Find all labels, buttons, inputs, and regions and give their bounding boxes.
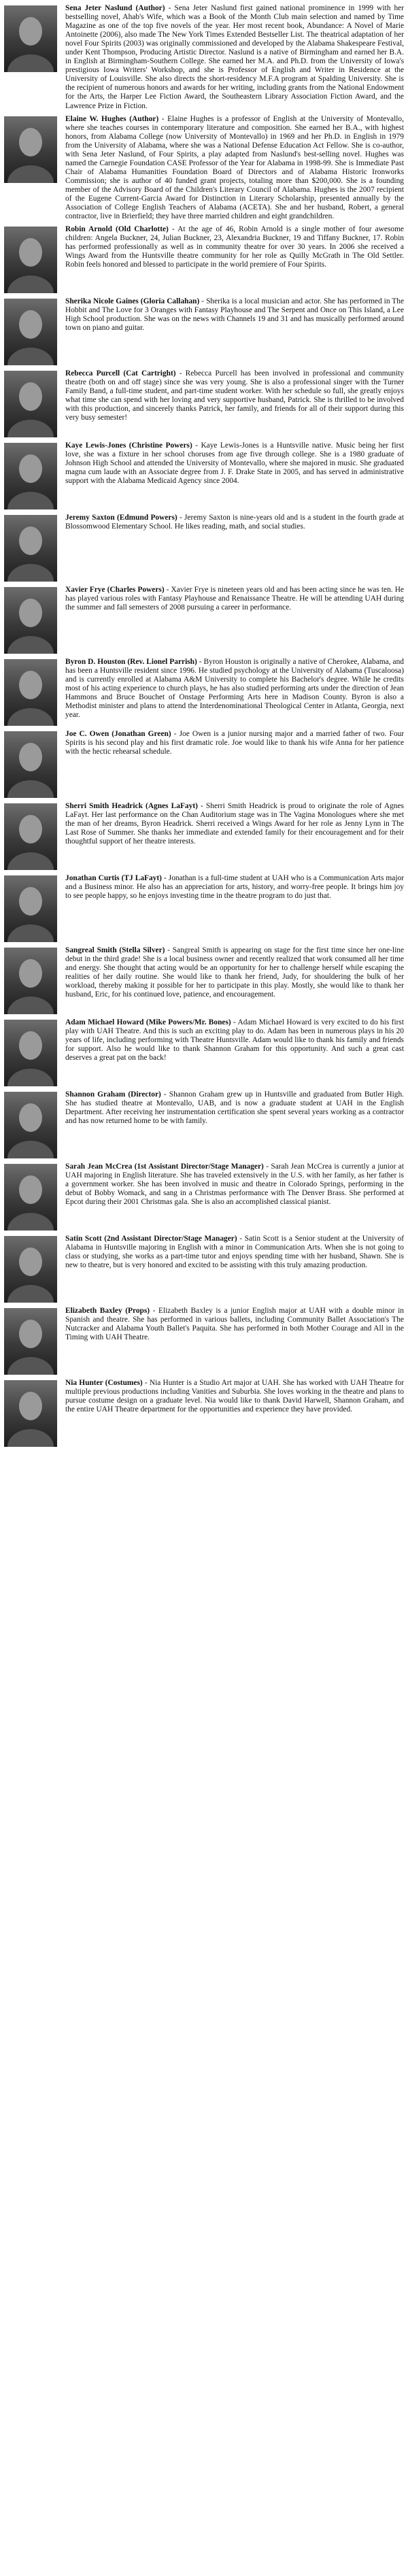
bio-name: Robin Arnold (Old Charlotte) [65, 225, 169, 234]
headshot-photo [4, 515, 57, 582]
bio-text: - Sherika is a local musician and actor. She has performed in The Hobbit and The Love for 3 Oranges with Fantasy Playhouse and The Serpent and Once on This Island, a Lee High School production. She was on the news with Channels 19 and 31 and has musically performed around town on piano and guitar. [65, 297, 404, 333]
headshot-photo [4, 1236, 57, 1303]
bio-name: Sarah Jean McCrea (1st Assistant Director/Stage Manager) [65, 1162, 264, 1171]
bio-text: - Sarah Jean McCrea is currently a junior at UAH majoring in English literature. She has traveled extensively in the U.S. with her family, as her father is a government worker. She has been involved in music and theatre in Colorado Springs, performing in the debut of Bobby Womack, and sang in a Christmas performance with The Denver Brass. She performed at Epcot during their 2001 Christmas gala. She is also an accomplished classical pianist. [65, 1162, 404, 1207]
headshot-photo [4, 587, 57, 654]
bio-entry [0, 441, 408, 509]
bio-text: - Jeremy Saxton is nine-years old and is a student in the fourth grade at Blossomwood Elementary School. He likes reading, math, and social studies. [65, 514, 405, 531]
bio-text: - Sherri Smith Headrick is proud to originate the role of Agnes LaFayt. Her last performance on the Chan Auditorium stage was in The Vagina Monologues where she met the man of her dreams, Byron Headrick. Sherri received a Wings Award for her role as Jenny Lynn in The Last Rose of Summer. She thanks her immediate and extended family for their encouragement and for their thoughtful support of her theatre interests. [65, 802, 404, 846]
headshot-photo [4, 443, 57, 509]
bio-text: - Satin Scott is a Senior student at the University of Alabama in Huntsville majoring in English with a minor in Communication Arts. When she is not going to class or studying, she works as a part-time tutor and enjoys spending time with her husband, Shawn. She is new to theatre, but is very honored and excited to be assisting with this truly amazing production. [65, 1235, 404, 1270]
bio-entry [0, 1307, 408, 1375]
bio-text: - Elaine Hughes is a professor of English at the University of Montevallo, where she teaches courses in contemporary literature and composition. She earned her B.A., with highest honors, from Alabama College (now University of Montevallo) in 1969 and her Ph.D. in English in 1979 from the University of Alabama, where she was a National Defense Education Act Fellow. She is co-author, with Sena Jeter Naslund, of Four Spirits, a play adapted from Naslund's best-selling novel. Hughes was named the Carnegie Foundation CASE Professor of the Year for Alabama in 1998-99. She is Immediate Past Chair of Alabama Humanities Foundation Board of Directors and of Alabama Historic Ironworks Commission; she is author of 40 funded grant projects, totaling more than $200,000. She is a founding member of the Advisory Board of the Children's Literary Council of Alabama. Hughes is the 2007 recipient of the Eugene Current-Garcia Award for Distinction in Literary Scholarship, presented annually by the Association of College English Teachers of Alabama (ACETA). She and her husband, Robert, a general contractor, live in Brierfield; they have three married children and eight grandchildren. [65, 114, 404, 221]
bio-entry [0, 225, 408, 293]
headshot-photo [4, 1020, 57, 1086]
headshot-photo [4, 1380, 57, 1447]
bio-name: Sherika Nicole Gaines (Gloria Callahan) [65, 297, 200, 306]
headshot-photo [4, 731, 57, 798]
bio-entry [0, 586, 408, 654]
headshot-photo [4, 299, 57, 365]
bio-text: - Rebecca Purcell has been involved in professional and community theatre (both on and off stage) since she was very young. She is also a professional singer with the Turner Family Band, a full-time student, and part-time student worker. With her schedule so full, she greatly enjoys what time she can spend with her loving and very supportive husband, Patrick. She is thrilled to be involved with this production, and sincerely thanks Patrick, her family, and friends for all of their support during this very busy semester! [65, 369, 404, 422]
bio-entry [0, 369, 408, 437]
headshot-photo [4, 5, 57, 72]
bio-name: Shannon Graham (Director) [65, 1090, 161, 1099]
headshot-photo [4, 371, 57, 437]
headshot-photo [4, 875, 57, 942]
bio-entry [0, 297, 408, 365]
bio-name: Jeremy Saxton (Edmund Powers) [65, 514, 177, 522]
bio-entry [0, 1018, 408, 1086]
bio-text: - Elizabeth Baxley is a junior English major at UAH with a double minor in Spanish and theatre. She has performed in various ballets, including Community Ballet Association's The Nutcracker and Alabama Youth Ballet's Paquita. She has performed in both Mother Courage and All in the Timing with UAH Theatre. [65, 1307, 405, 1342]
bio-name: Elaine W. Hughes (Author) [65, 114, 159, 123]
bio-entry [0, 1090, 408, 1158]
bio-name: Joe C. Owen (Jonathan Green) [65, 730, 171, 739]
bio-name: Byron D. Houston (Rev. Lionel Parrish) [65, 658, 197, 667]
bio-entry [0, 1162, 408, 1231]
bio-name: Elizabeth Baxley (Props) [65, 1307, 150, 1316]
bio-name: Nia Hunter (Costumes) [65, 1379, 143, 1388]
bio-text: - Xavier Frye is nineteen years old and has been acting since he was ten. He has played various roles with Fantasy Playhouse and Renaissance Theatre. He will be attending UAH during the summer and fall semesters of 2008 pursuing a career in performance. [65, 586, 404, 612]
bio-name: Jonathan Curtis (TJ LaFayt) [65, 874, 162, 883]
bio-name: Satin Scott (2nd Assistant Director/Stage Manager) [65, 1235, 237, 1243]
bio-name: Adam Michael Howard (Mike Powers/Mr. Bones) [65, 1018, 231, 1027]
bio-entry [0, 658, 408, 726]
bio-name: Sherri Smith Headrick (Agnes LaFayt) [65, 802, 198, 811]
bio-text: - Jonathan is a full-time student at UAH who is a Communication Arts major and a Business minor. He also has an appreciation for arts, history, and worry-free people. It brings him joy to see people happy, so he enjoys investing time in the theatre program to do just that. [65, 874, 404, 901]
bio-text: - Sangreal Smith is appearing on stage for the first time since her one-line debut in the third grade! She is a local business owner and recently realized that work consumed all her time and energy. She thought that acting would be an opportunity for her to challenge herself while escaping the realities of her daily routine. She would like to thank her friend, Judy, for shouldering the bulk of her workload, thereby making it possible for her to participate in this play. Mostly, she would like to thank her husband, Eric, for his continued love, patience, and encouragement. [65, 946, 404, 999]
bio-text: - Kaye Lewis-Jones is a Huntsville native. Music being her first love, she was a fixture in her school choruses from age five through college. She is a 1980 graduate of Johnson High School and attended the University of Montevallo, where she majored in music. She graduated magna cum laude with an Associate degree from J. F. Drake State in 2005, and has served in administrative support with the Alabama Medicaid Agency since 2004. [65, 441, 404, 486]
bio-entry [0, 730, 408, 798]
bio-text: - Joe Owen is a junior nursing major and a married father of two. Four Spirits is his second play and his first dramatic role. Joe would like to thank his wife Anna for her patience with the hectic rehearsal schedule. [65, 730, 404, 756]
bio-name: Rebecca Purcell (Cat Cartright) [65, 369, 176, 378]
bio-name: Kaye Lewis-Jones (Christine Powers) [65, 441, 192, 450]
headshot-photo [4, 803, 57, 870]
bio-name: Sena Jeter Naslund (Author) [65, 4, 165, 12]
bio-name: Sangreal Smith (Stella Silver) [65, 946, 165, 955]
bio-entry [0, 1379, 408, 1447]
bio-text: - Sena Jeter Naslund first gained national prominence in 1999 with her bestselling novel, Ahab's Wife, which was a Book of the Month Club main selection and named by Time Magazine as one of the top five novels of the year. Her most recent book, Abundance: A Novel of Marie Antoinette (2006), also made The New York Times Extended Bestseller List. The theatrical adaptation of her novel Four Spirits (2003) was originally commissioned and developed by the Alabama Shakespeare Festival, under Kent Thompson, Producing Artistic Director. Naslund is a native of Birmingham and earned her B.A. in English at Birmingham-Southern College. She earned her M.A. and Ph.D. from the University of Iowa's prestigious Iowa Writers' Workshop, and she is Professor of English and Writer in Residence at the University of Louisville. She also directs the short-residency M.F.A program at Spalding University. She is the recipient of numerous honors and awards for her writing, including grants from the National Endowment for the Arts, the Harper Lee Fiction Award, the Southeastern Library Association Fiction Award, and the Lawrence Prize in Fiction. [65, 4, 404, 110]
headshot-photo [4, 948, 57, 1014]
headshot-photo [4, 1092, 57, 1158]
bio-entry [0, 115, 408, 222]
headshot-photo [4, 1164, 57, 1231]
bio-entry [0, 1235, 408, 1303]
headshot-photo [4, 116, 57, 183]
bio-text: - Shannon Graham grew up in Huntsville and graduated from Butler High. She has studied theatre at Montevallo, UAB, and is now a graduate student at UAH in the English Department. After receiving her instrumentation certification she spent several years working as a contractor and has now returned home to be with family. [65, 1090, 405, 1126]
headshot-photo [4, 227, 57, 293]
bio-entry [0, 4, 408, 111]
bio-text: - Nia Hunter is a Studio Art major at UAH. She has worked with UAH Theatre for multiple previous productions including Vanities and Suburbia. She loves working in the theatre and plans to pursue costume design on a graduate level. Nia would like to thank David Harwell, Shannon Graham, and the entire UAH Theatre department for the opportunities and experience they have provided. [65, 1379, 404, 1414]
bio-text: - At the age of 46, Robin Arnold is a single mother of four awesome children: Angela Buckner, 24, Julian Buckner, 23, Alexandria Buckner, 19 and Tiffany Buckner, 17. Robin has performed professionally as well as in community theatre for over 30 years. In 2006 she received a Wings Award from the Huntsville theatre community for her role as Quilly McGrath in The Old Settler. Robin feels honored and blessed to participate in the world premiere of Four Spirits. [65, 225, 404, 269]
bio-text: - Byron Houston is originally a native of Cherokee, Alabama, and has been a Huntsville resident since 1996. He studied psychology at the University of Alabama (Tuscaloosa) and is currently enrolled at Alabama A&M University to complete his Bachelor's degree. While he credits most of his acting experience to church plays, he has also studied performing arts under the direction of Jean Hammons and Bruce Bouchet of Onstage Performing Arts here in Madison County. Byron is also a Methodist minister and plans to attend the Interdenominational Theological Center in Atlanta, Georgia, next year. [65, 658, 404, 720]
bio-entry [0, 802, 408, 870]
bio-name: Xavier Frye (Charles Powers) [65, 586, 165, 595]
headshot-photo [4, 1308, 57, 1375]
headshot-photo [4, 659, 57, 726]
bio-entry [0, 514, 408, 582]
bio-entry [0, 946, 408, 1014]
bio-entry [0, 874, 408, 942]
bio-text: - Adam Michael Howard is very excited to do his first play with UAH Theatre. And this is such an exciting play to do. Adam has been in numerous plays in his 20 years of life, including performing with Theatre Huntsville. Adam would like to thank his family and friends for support. Also he would like to thank Shannon Graham for this opportunity. And such a great cast deserves a great pat on the back! [65, 1018, 405, 1063]
